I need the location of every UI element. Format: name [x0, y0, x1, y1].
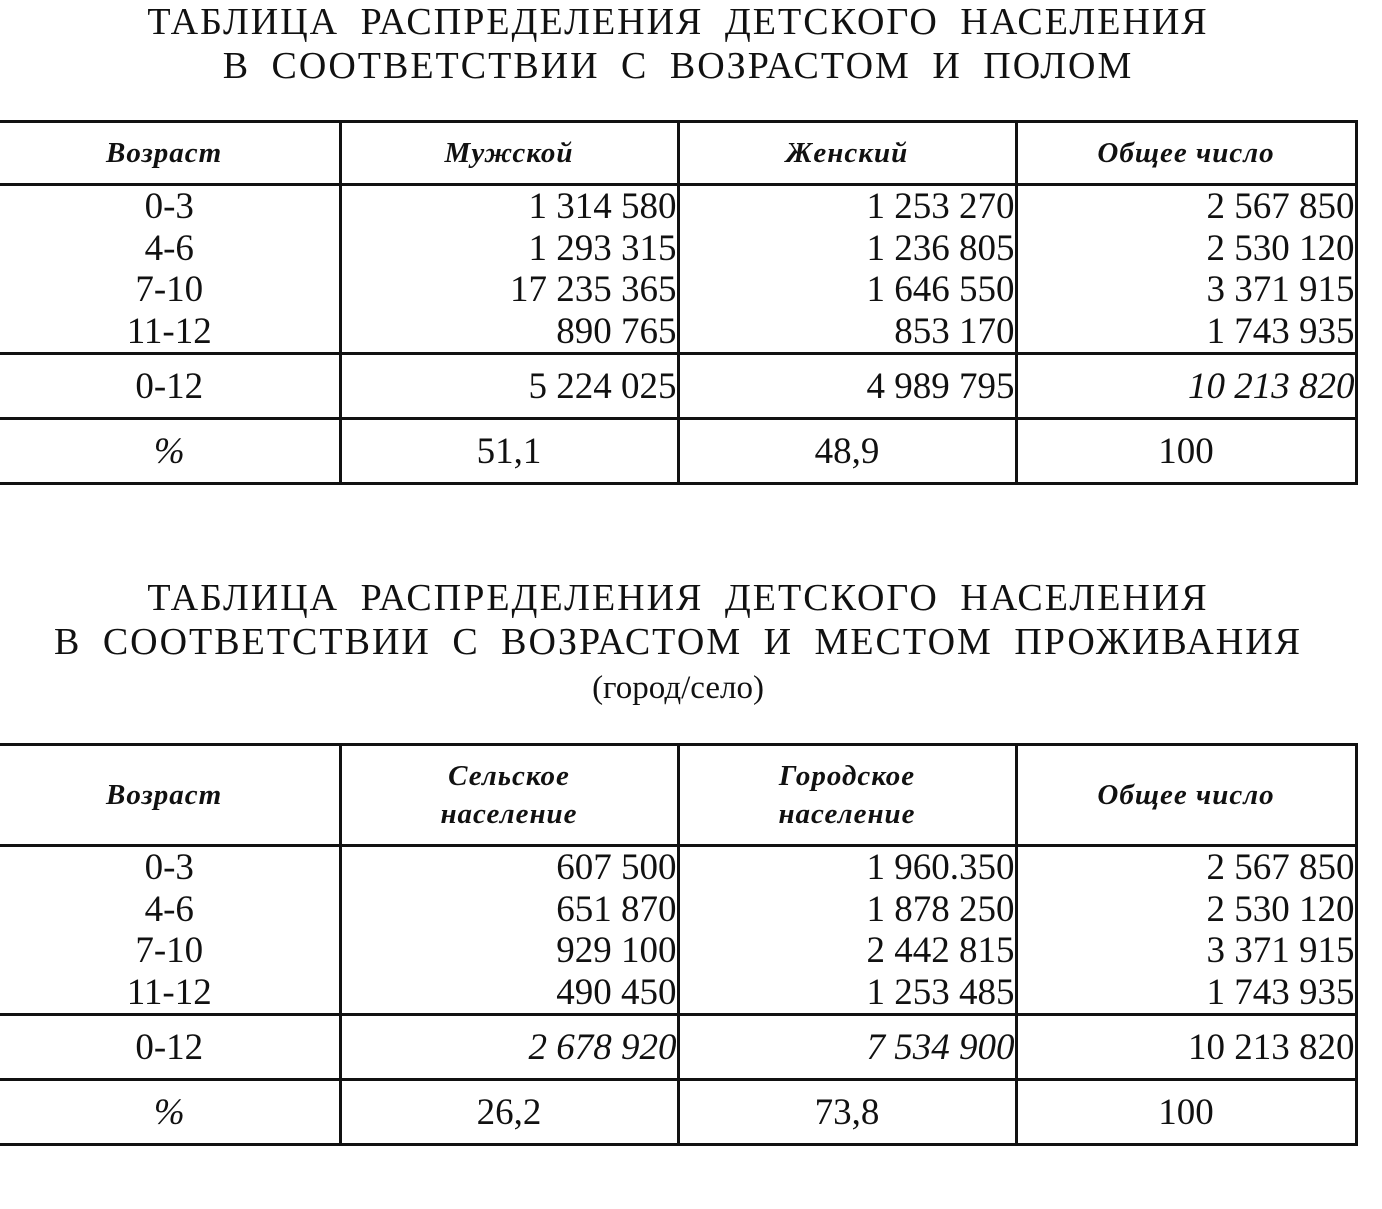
table1-title-line2: В СООТВЕТСТВИИ С ВОЗРАСТОМ И ПОЛОМ: [222, 45, 1134, 87]
table-cell: 17 235 365: [510, 269, 677, 310]
table-cell: 1 743 935: [1206, 971, 1355, 1013]
table-cell: 1 646 550: [866, 269, 1015, 310]
table-cell: 0-3: [144, 847, 194, 888]
table-cell: 7-10: [135, 269, 204, 310]
table-cell: 651 870: [556, 888, 677, 930]
table-body-rows: [0, 185, 1356, 354]
table-cell: 490 450: [556, 971, 677, 1013]
table2-title-line2: В СООТВЕТСТВИИ С ВОЗРАСТОМ И МЕСТОМ ПРОЖИВАНИЯ: [53, 621, 1302, 663]
table-cell: 1 253 485: [866, 971, 1015, 1013]
female-column: [678, 185, 1016, 354]
percent-label: %: [0, 419, 340, 484]
table-cell: 1 314 580: [528, 186, 677, 227]
table-body-rows: [0, 846, 1356, 1015]
percent-all: 100: [1016, 419, 1356, 484]
table-total-row: [0, 1015, 1356, 1080]
male-column: [340, 185, 678, 354]
table1-title-line1: ТАБЛИЦА РАСПРЕДЕЛЕНИЯ ДЕТСКОГО НАСЕЛЕНИЯ: [147, 1, 1209, 43]
header-urban: [678, 745, 1016, 846]
percent-urban: 73,8: [678, 1080, 1016, 1145]
table-cell: 3 371 915: [1206, 930, 1355, 971]
table-cell: 11-12: [126, 971, 212, 1013]
urban-column: [678, 846, 1016, 1015]
table-cell: 1 960.350: [866, 847, 1015, 888]
header-rural-line1: Сельское: [448, 760, 570, 792]
table-cell: 929 100: [556, 930, 677, 971]
header-rural: [340, 745, 678, 846]
table-cell: 4-6: [144, 888, 194, 930]
table-percent-row: [0, 1080, 1356, 1145]
header-total: Общее число: [1016, 122, 1356, 185]
header-urban-line1: Городское: [778, 760, 916, 792]
table-cell: 3 371 915: [1206, 269, 1355, 310]
rural-column: [340, 846, 678, 1015]
total-all: 10 213 820: [1016, 354, 1356, 419]
table-cell: 2 567 850: [1206, 186, 1355, 227]
table-cell: 2 442 815: [866, 930, 1015, 971]
total-age: 0-12: [0, 1015, 340, 1080]
table-total-row: [0, 354, 1356, 419]
percent-female: 48,9: [678, 419, 1016, 484]
header-rural-line2: население: [440, 798, 578, 830]
total-rural: 2 678 920: [340, 1015, 678, 1080]
percent-rural: 26,2: [340, 1080, 678, 1145]
header-urban-line2: население: [778, 798, 916, 830]
percent-label: %: [0, 1080, 340, 1145]
header-total-label: Общее число: [1097, 779, 1275, 811]
total-column: [1016, 185, 1356, 354]
total-male: 5 224 025: [340, 354, 678, 419]
total-urban: 7 534 900: [678, 1015, 1016, 1080]
header-age: [0, 745, 340, 846]
percent-all: 100: [1016, 1080, 1356, 1145]
table-cell: 607 500: [556, 847, 677, 888]
percent-male: 51,1: [340, 419, 678, 484]
header-female: Женский: [678, 122, 1016, 185]
table2-title: [0, 576, 1356, 710]
table-header-row: [0, 745, 1356, 846]
table-by-sex: [0, 120, 1358, 485]
table-cell: 1 878 250: [866, 888, 1015, 930]
table-cell: 1 293 315: [528, 227, 677, 269]
table-cell: 890 765: [556, 310, 677, 352]
table2-title-line1: ТАБЛИЦА РАСПРЕДЕЛЕНИЯ ДЕТСКОГО НАСЕЛЕНИЯ: [147, 577, 1209, 619]
table2-subtitle: (город/село): [592, 670, 764, 706]
table-cell: 2 530 120: [1206, 227, 1355, 269]
table-cell: 853 170: [894, 310, 1015, 352]
table-cell: 2 530 120: [1206, 888, 1355, 930]
total-column: [1016, 846, 1356, 1015]
table-cell: 4-6: [144, 227, 194, 269]
table-by-residence: [0, 743, 1358, 1146]
table-cell: 2 567 850: [1206, 847, 1355, 888]
total-all: 10 213 820: [1016, 1015, 1356, 1080]
table-cell: 1 253 270: [866, 186, 1015, 227]
total-age: 0-12: [0, 354, 340, 419]
table-cell: 0-3: [144, 186, 194, 227]
table1-title: [0, 0, 1356, 88]
header-male: Мужской: [340, 122, 678, 185]
table-cell: 11-12: [126, 310, 212, 352]
table-cell: 7-10: [135, 930, 204, 971]
table-header-row: [0, 122, 1356, 185]
table-cell: 1 236 805: [866, 227, 1015, 269]
age-column: [0, 846, 340, 1015]
table-cell: 1 743 935: [1206, 310, 1355, 352]
age-column: [0, 185, 340, 354]
header-age-label: Возраст: [106, 779, 223, 811]
total-female: 4 989 795: [678, 354, 1016, 419]
header-age: Возраст: [0, 122, 340, 185]
header-total: [1016, 745, 1356, 846]
table-percent-row: [0, 419, 1356, 484]
